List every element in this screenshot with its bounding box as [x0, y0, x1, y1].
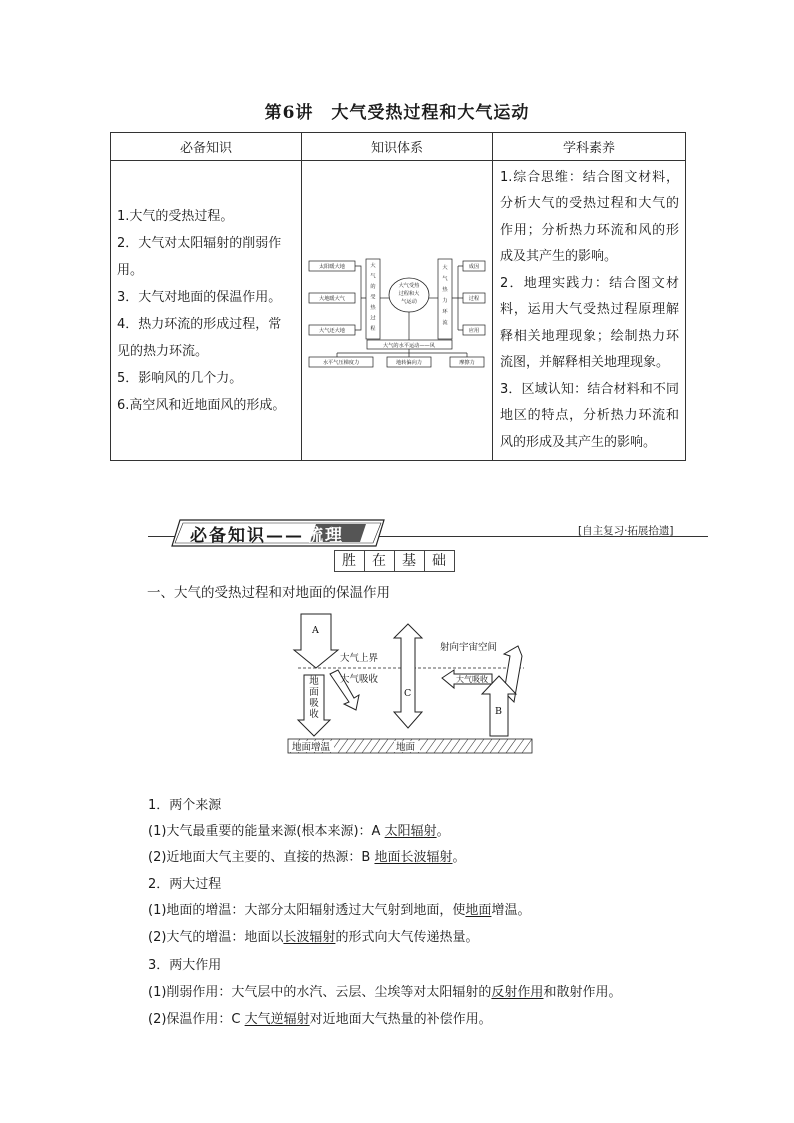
svg-text:过程: 过程: [468, 296, 480, 302]
knowledge-item: 见的热力环流。: [117, 343, 209, 359]
body-text: (1)削弱作用：大气层中的水汽、云层、尘埃等对太阳辐射的反射作用和散射作用。: [148, 985, 622, 1000]
banner-right-text: [自主复习·拓展拾遗]: [578, 525, 674, 537]
answer-underline: 长波辐射: [283, 930, 336, 945]
page-title: 第6讲 大气受热过程和大气运动: [264, 103, 530, 123]
svg-text:应用: 应用: [468, 328, 480, 334]
sub-banner-chip: 在: [364, 550, 395, 572]
arrow-c: [394, 624, 422, 728]
body-text: (2)大气的增温：地面以长波辐射的形式向大气传递热量。: [148, 930, 479, 945]
answer-underline: 地面: [465, 903, 492, 918]
ground-absorb-label: 地面吸收: [309, 676, 319, 720]
heating-process-diagram: [286, 612, 534, 757]
literacy-cell: [493, 161, 686, 461]
subsection-title: 3．两大作用: [148, 958, 222, 973]
svg-text:大气还大地: 大气还大地: [319, 328, 345, 334]
svg-text:大气的水平运动——风: 大气的水平运动——风: [383, 342, 435, 349]
space-label: 射向宇宙空间: [440, 642, 498, 653]
knowledge-item: 5．影响风的几个力。: [117, 370, 243, 386]
knowledge-item: 用。: [117, 262, 144, 278]
header-system: 知识体系: [302, 133, 493, 161]
subsection-title: 2．两大过程: [148, 877, 222, 892]
right-box: [463, 293, 485, 303]
sub-banner-chip: 胜: [334, 550, 365, 572]
overview-table: [110, 132, 686, 461]
left-vertical-label: 大气的受热过程: [370, 263, 376, 332]
atmosphere-absorb-label-left: 大气吸收: [340, 674, 379, 685]
header-knowledge: 必备知识: [111, 133, 302, 161]
left-box: [309, 325, 355, 335]
banner-title-prefix: 必备知识——: [190, 526, 304, 546]
force-box: [309, 357, 373, 367]
body-text: (1)大气最重要的能量来源(根本来源)：A 太阳辐射。: [148, 824, 450, 839]
label-a: A: [312, 625, 319, 636]
body-text: (2)近地面大气主要的、直接的热源：B 地面长波辐射。: [148, 850, 466, 865]
sub-banner: [334, 550, 454, 572]
left-box: [309, 293, 355, 303]
ground-label: 地面: [396, 742, 416, 753]
answer-underline: 太阳辐射: [384, 824, 437, 839]
knowledge-system-diagram: [307, 253, 487, 368]
knowledge-item: 4．热力环流的形成过程，常: [117, 316, 282, 332]
header-literacy: 学科素养: [493, 133, 686, 161]
label-b: B: [495, 706, 502, 717]
body-text: (2)保温作用：C 大气逆辐射对近地面大气热量的补偿作用。: [148, 1012, 492, 1027]
svg-text:太阳暖大地: 太阳暖大地: [319, 264, 345, 270]
sub-banner-chip: 基: [394, 550, 425, 572]
right-box: [463, 325, 485, 335]
label-c: C: [404, 688, 412, 699]
atmosphere-absorb-label-right: 大气吸收: [456, 675, 488, 684]
system-cell: [302, 161, 493, 461]
svg-text:成因: 成因: [468, 264, 480, 270]
knowledge-item: 2．大气对太阳辐射的削弱作: [117, 235, 282, 251]
center-label: 大气受热过程和大气运动: [398, 283, 420, 305]
ground-warming-label: 地面增温: [292, 742, 331, 753]
subsection-title: 1．两个来源: [148, 798, 222, 813]
banner-title: [190, 521, 344, 546]
body-text: (1)地面的增温：大部分太阳辐射透过大气射到地面，使地面增温。: [148, 903, 531, 918]
left-box: [309, 261, 355, 271]
answer-underline: 地面长波辐射: [374, 850, 453, 865]
knowledge-cell: [111, 161, 302, 461]
svg-text:水平气压梯度力: 水平气压梯度力: [322, 360, 360, 366]
answer-underline: 反射作用: [491, 985, 544, 1000]
force-box: [387, 357, 431, 367]
sub-banner-chip: 础: [424, 550, 455, 572]
knowledge-item: 6.高空风和近地面风的形成。: [117, 397, 286, 413]
literacy-item: 2．地理实践力：结合图文材料，运用大气受热过程原理解释相关地理现象；绘制热力环流图，并解释相关地理现象。: [500, 275, 679, 371]
right-vertical-label: 大气热力环流: [442, 265, 448, 326]
arrow-a: [294, 614, 338, 668]
force-box: [450, 357, 484, 367]
svg-text:摩擦力: 摩擦力: [459, 360, 475, 366]
section-heading: 一、大气的受热过程和对地面的保温作用: [147, 585, 390, 601]
right-box: [463, 261, 485, 271]
knowledge-item: 1.大气的受热过程。: [117, 208, 234, 224]
svg-text:地转偏向力: 地转偏向力: [396, 360, 422, 366]
banner-title-highlight: 梳理: [306, 526, 344, 546]
knowledge-item: 3．大气对地面的保温作用。: [117, 289, 282, 305]
literacy-item: 1.综合思维：结合图文材料，分析大气的受热过程和大气的作用；分析热力环流和风的形成及其产生的影响。: [500, 169, 679, 265]
atmosphere-top-label: 大气上界: [340, 653, 379, 664]
bottom-label-box: [367, 340, 452, 349]
literacy-item: 3．区域认知：结合材料和不同地区的特点，分析热力环流和风的形成及其产生的影响。: [500, 381, 679, 450]
answer-underline: 大气逆辐射: [244, 1012, 310, 1027]
svg-text:大地暖大气: 大地暖大气: [319, 296, 345, 302]
